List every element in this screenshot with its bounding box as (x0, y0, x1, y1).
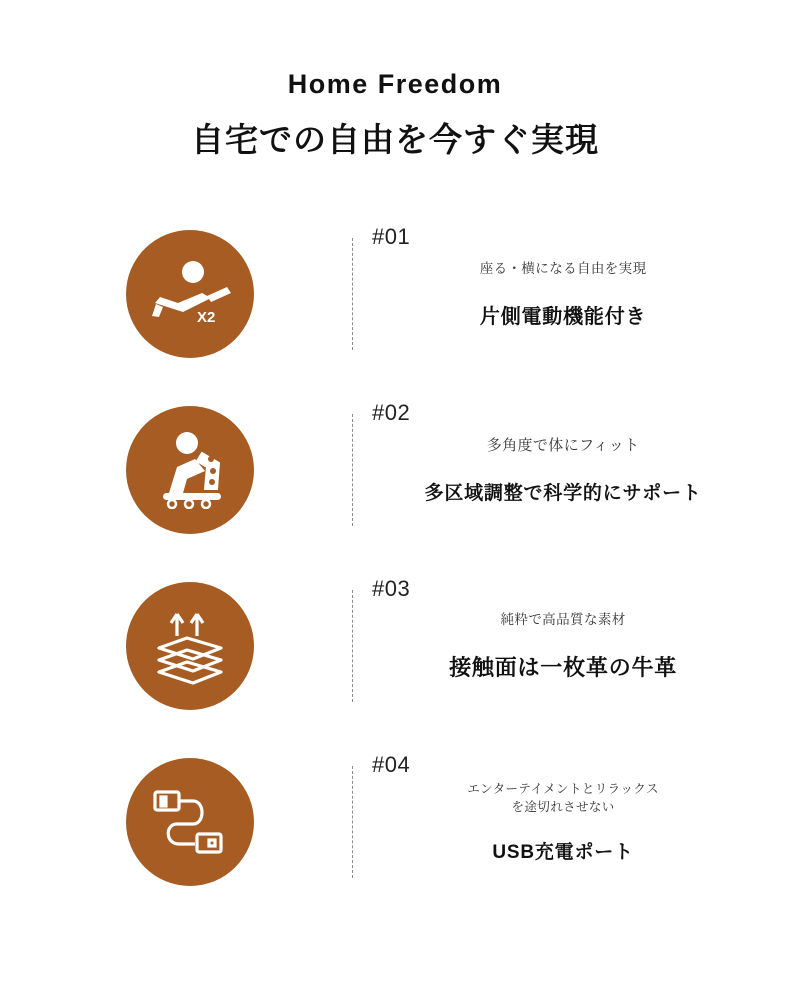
feature-icon-badge-04 (126, 758, 254, 886)
feature-item-03 (0, 558, 790, 734)
feature-item-01 (0, 206, 790, 382)
page-title-jp: 自宅での自由を今すぐ実現 (191, 121, 599, 159)
feature-item-02 (0, 382, 790, 558)
page-title-en: Home Freedom (287, 69, 503, 99)
feature-divider (352, 590, 354, 702)
feature-texts-03 (410, 610, 790, 681)
usb-cable-icon (147, 784, 233, 860)
feature-icon-badge-02 (126, 406, 254, 534)
feature-maintext-01: 片側電動機能付き (479, 305, 647, 328)
feature-icon-badge-03 (126, 582, 254, 710)
feature-number-01: #01 (372, 223, 411, 249)
feature-maintext-02: 多区域調整で科学的にサポート (424, 482, 702, 504)
feature-subtext-03: 純粋で高品質な素材 (500, 612, 626, 628)
adjustable-seat-icon (147, 431, 233, 509)
feature-list (0, 206, 790, 910)
feature-number-04: #04 (372, 751, 411, 777)
feature-texts-02 (410, 435, 790, 505)
feature-maintext-04: USB充電ポート (492, 842, 634, 864)
feature-item-04 (0, 734, 790, 910)
recliner-chair-icon (147, 259, 233, 329)
feature-texts-04 (410, 780, 790, 865)
feature-maintext-03: 接触面は一枚革の牛革 (449, 654, 678, 680)
feature-divider (352, 238, 354, 350)
layered-leather-icon (147, 606, 233, 686)
feature-divider (352, 414, 354, 526)
page-header (0, 0, 790, 160)
feature-divider (352, 766, 354, 878)
feature-number-03: #03 (372, 575, 411, 601)
feature-subtext-04: エンターテイメントとリラックスを途切れさせない (467, 781, 659, 815)
feature-number-02: #02 (372, 399, 411, 425)
feature-subtext-02: 多角度で体にフィット (486, 437, 640, 455)
svg-text:X2: X2 (197, 308, 216, 326)
feature-icon-badge-01 (126, 230, 254, 358)
feature-texts-01 (410, 259, 790, 328)
feature-subtext-01: 座る・横になる自由を実現 (479, 261, 647, 277)
